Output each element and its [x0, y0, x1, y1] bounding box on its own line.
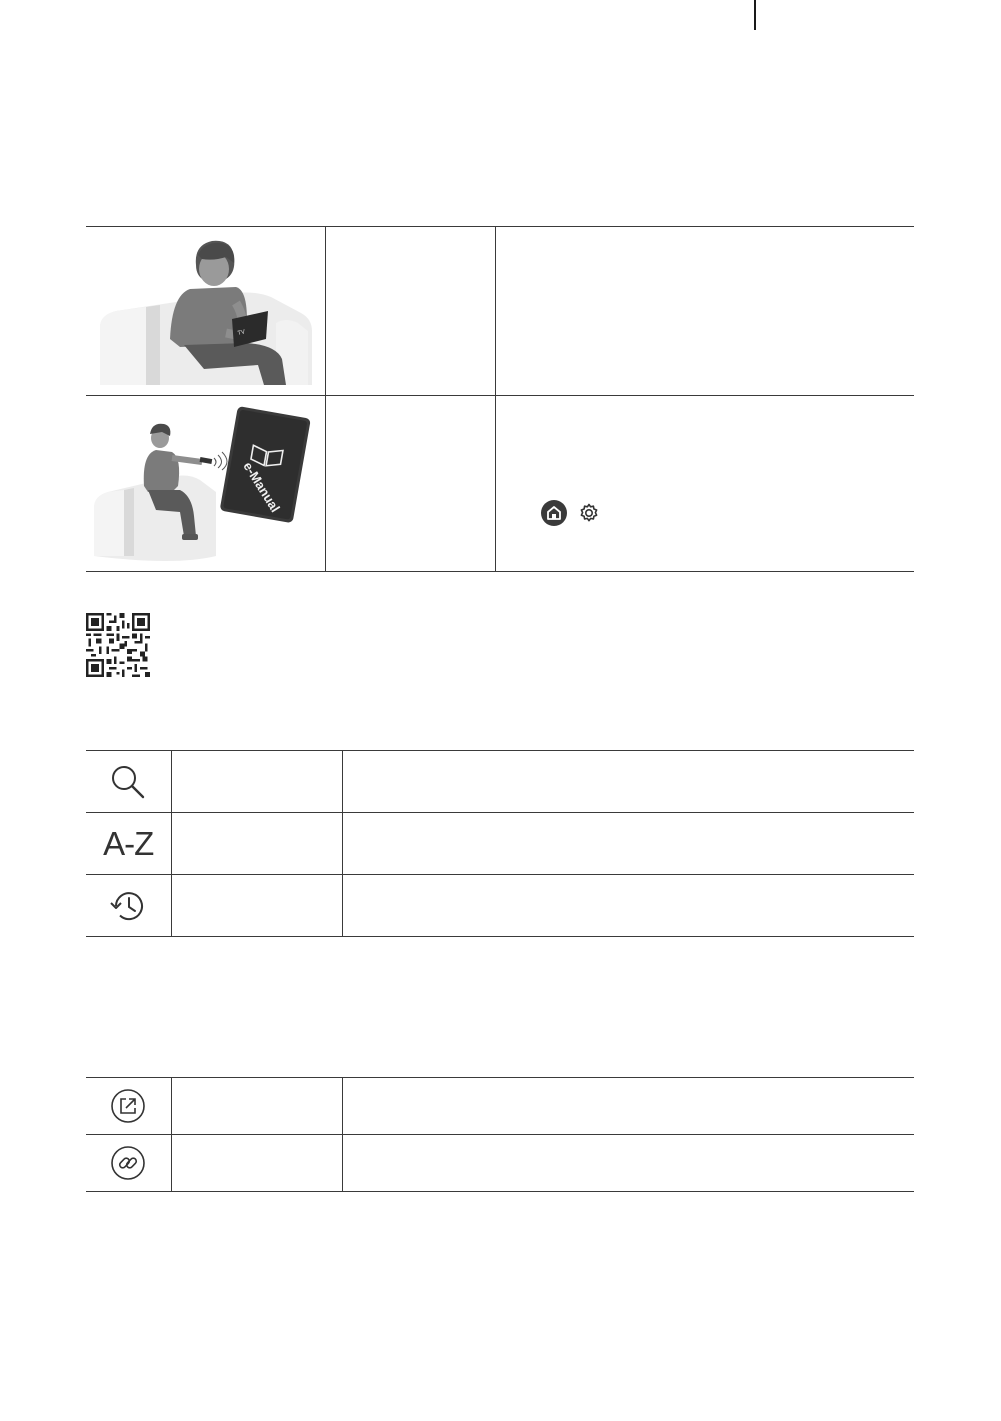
icon-cell	[86, 875, 171, 937]
link-icon	[109, 1144, 147, 1182]
a-z-icon: A-Z	[103, 825, 154, 862]
e-manual-panel-text: e-Manual	[240, 459, 283, 515]
person-using-remote-illustration	[86, 396, 325, 571]
link-description	[342, 1078, 914, 1135]
link-label	[171, 1135, 342, 1192]
guide-table	[86, 226, 914, 572]
feature-row-index	[86, 813, 914, 875]
recent-history-icon	[108, 886, 148, 926]
gear-icon	[578, 502, 600, 524]
icon-cell	[86, 751, 171, 813]
icon-cell	[86, 813, 171, 875]
guide-description-cell	[495, 396, 914, 572]
feature-description	[342, 813, 914, 875]
feature-description	[342, 875, 914, 937]
feature-label	[171, 813, 342, 875]
guide-row-e-manual	[86, 396, 914, 572]
person-reading-manual-illustration	[86, 227, 325, 395]
link-label	[171, 1078, 342, 1135]
guide-row-printed-manual	[86, 227, 914, 396]
search-icon	[108, 762, 148, 802]
guide-label-cell	[325, 227, 495, 396]
link-row-link	[86, 1135, 914, 1192]
open-external-icon	[109, 1087, 147, 1125]
e-manual-tv-panel	[220, 406, 311, 523]
icon-cell	[86, 1135, 171, 1192]
feature-row-search	[86, 751, 914, 813]
features-table	[86, 750, 914, 937]
guide-label-cell	[325, 396, 495, 572]
svg-text:TV: TV	[237, 329, 246, 337]
feature-label	[171, 875, 342, 937]
page-edge-marker	[754, 0, 756, 30]
links-table	[86, 1077, 914, 1192]
qr-code	[86, 613, 150, 677]
link-row-open	[86, 1078, 914, 1135]
home-icon	[540, 499, 568, 527]
illustration-cell	[86, 396, 325, 572]
illustration-cell	[86, 227, 325, 396]
guide-description-cell	[495, 227, 914, 396]
feature-description	[342, 751, 914, 813]
inline-icons	[540, 499, 600, 527]
icon-cell	[86, 1078, 171, 1135]
feature-label	[171, 751, 342, 813]
link-description	[342, 1135, 914, 1192]
feature-row-recent	[86, 875, 914, 937]
